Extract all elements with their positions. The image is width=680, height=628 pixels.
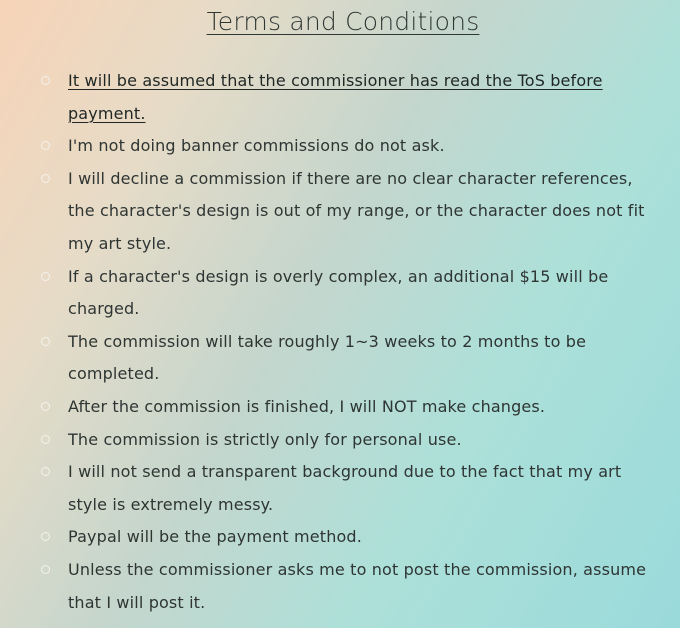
circle-bullet-icon xyxy=(41,174,50,183)
list-item xyxy=(0,391,680,424)
list-item xyxy=(0,456,680,521)
term-text: After the commission is finished, I will NOT make changes. xyxy=(68,396,546,416)
circle-bullet-icon xyxy=(41,467,50,476)
term-text: Unless the commissioner asks me to not post the commission, assume that I will post it. xyxy=(68,559,647,612)
list-item xyxy=(0,130,680,163)
term-text: It will be assumed that the commissioner has read the ToS before payment. xyxy=(68,71,603,123)
list-item xyxy=(0,65,680,130)
circle-bullet-icon xyxy=(41,565,50,574)
list-item xyxy=(0,554,680,619)
term-text: If a character's design is overly complex, an additional $15 will be charged. xyxy=(68,266,609,319)
term-text: The commission will take roughly 1~3 weeks to 2 months to be completed. xyxy=(68,331,587,384)
list-item xyxy=(0,521,680,554)
circle-bullet-icon xyxy=(41,76,50,85)
circle-bullet-icon xyxy=(41,435,50,444)
list-item xyxy=(0,163,680,261)
circle-bullet-icon xyxy=(41,532,50,541)
list-item xyxy=(0,261,680,326)
term-text: Paypal will be the payment method. xyxy=(68,527,362,547)
term-text: The commission is strictly only for personal use. xyxy=(68,429,462,449)
terms-list xyxy=(0,65,680,619)
term-text: I'm not doing banner commissions do not ask. xyxy=(68,136,445,156)
circle-bullet-icon xyxy=(41,272,50,281)
circle-bullet-icon xyxy=(41,402,50,411)
list-item xyxy=(0,326,680,391)
term-text: I will not send a transparent background due to the fact that my art style is extremely messy. xyxy=(68,462,622,514)
term-text: I will decline a commission if there are no clear character references, the character's design is out of my range, or the character does not fit my art style. xyxy=(68,168,645,253)
list-item xyxy=(0,424,680,457)
circle-bullet-icon xyxy=(41,141,50,150)
page-title: Terms and Conditions xyxy=(206,7,480,36)
circle-bullet-icon xyxy=(41,337,50,346)
